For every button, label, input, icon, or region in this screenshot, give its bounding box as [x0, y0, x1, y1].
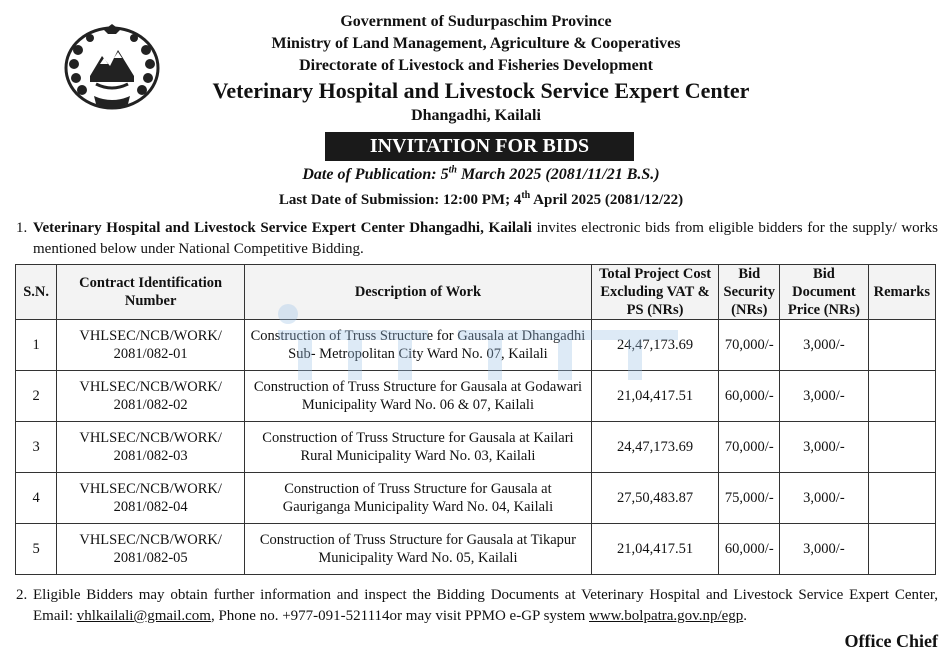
table-row — [16, 320, 936, 371]
header-remarks: Remarks — [868, 265, 935, 320]
table-row — [16, 524, 936, 575]
cell-description: Construction of Truss Structure for Gausala at Tikapur Municipality Ward No. 05, Kailali — [245, 524, 592, 575]
paragraph-information — [16, 585, 938, 627]
cell-contract: VHLSEC/NCB/WORK/ 2081/082-03 — [57, 422, 245, 473]
paragraph-invitation — [16, 218, 938, 260]
invitation-text: invites electronic bids from eligible bidders for the supply/ works mentioned below under National Competitive Bidding. — [33, 220, 938, 257]
cell-sn: 5 — [16, 524, 57, 575]
paragraph-text — [33, 585, 938, 627]
cell-price: 3,000/- — [780, 422, 868, 473]
office-name: Veterinary Hospital and Livestock Service Expert Center — [212, 78, 750, 103]
cell-description: Construction of Truss Structure for Gausala at Kailari Rural Municipality Ward No. 03, Kailali — [245, 422, 592, 473]
header-contract: Contract Identification Number — [57, 265, 245, 320]
cell-contract: VHLSEC/NCB/WORK/ 2081/082-02 — [57, 371, 245, 422]
notice-title: INVITATION FOR BIDS — [325, 132, 634, 161]
cell-sn: 4 — [16, 473, 57, 524]
bids-table — [15, 264, 936, 575]
header-sn: S.N. — [16, 265, 57, 320]
cell-cost: 21,04,417.51 — [591, 524, 719, 575]
cell-sn: 2 — [16, 371, 57, 422]
cell-security: 75,000/- — [719, 473, 780, 524]
cell-security: 60,000/- — [719, 371, 780, 422]
cell-security: 60,000/- — [719, 524, 780, 575]
cell-price: 3,000/- — [780, 524, 868, 575]
directorate-name: Directorate of Livestock and Fisheries Development — [299, 57, 653, 74]
cell-description: Construction of Truss Structure for Gausala at Dhangadhi Sub- Metropolitan City Ward No. 07, Kailali — [245, 320, 592, 371]
paragraph-number: 2. — [16, 587, 28, 603]
cell-sn: 3 — [16, 422, 57, 473]
office-name-inline: Veterinary Hospital and Livestock Service Expert Center Dhangadhi, Kailali — [33, 220, 532, 236]
cell-remarks — [868, 422, 935, 473]
cell-cost: 24,47,173.69 — [591, 422, 719, 473]
publication-date-suffix: March 2025 (2081/11/21 B.S.) — [456, 166, 660, 183]
submission-deadline — [0, 192, 952, 209]
cell-description: Construction of Truss Structure for Gausala at Gauriganga Municipality Ward No. 04, Kailali — [245, 473, 592, 524]
cell-remarks — [868, 371, 935, 422]
office-location: Dhangadhi, Kailali — [411, 107, 541, 124]
table-row — [16, 422, 936, 473]
deadline-sup: th — [521, 190, 531, 201]
table-row — [16, 473, 936, 524]
government-name: Government of Sudurpaschim Province — [340, 13, 612, 30]
cell-security: 70,000/- — [719, 422, 780, 473]
cell-remarks — [868, 524, 935, 575]
cell-cost: 24,47,173.69 — [591, 320, 719, 371]
cell-price: 3,000/- — [780, 473, 868, 524]
deadline-suffix: April 2025 (2081/12/22) — [530, 192, 684, 208]
information-text: Eligible Bidders may obtain further information and inspect the Bidding Documents at Veterinary Hospital and Livestock Service Expert Center, Email: — [33, 587, 938, 624]
paragraph-text — [33, 218, 938, 260]
phone-text: , Phone no. +977-091-521114or may visit PPMO e-GP system — [210, 608, 589, 624]
header-security: Bid Security (NRs) — [719, 265, 780, 320]
email-link[interactable]: vhlkailali@gmail.com — [76, 608, 211, 624]
cell-price: 3,000/- — [780, 371, 868, 422]
cell-description: Construction of Truss Structure for Gausala at Godawari Municipality Ward No. 06 & 07, Kailali — [245, 371, 592, 422]
cell-cost: 27,50,483.87 — [591, 473, 719, 524]
cell-contract: VHLSEC/NCB/WORK/ 2081/082-04 — [57, 473, 245, 524]
table-row — [16, 371, 936, 422]
deadline-prefix: Last Date of Submission: 12:00 PM; 4 — [278, 192, 522, 208]
publication-date-prefix: Date of Publication: 5 — [302, 166, 449, 183]
egp-url-link[interactable]: www.bolpatra.gov.np/egp — [589, 608, 744, 624]
paragraph-number: 1. — [16, 220, 28, 236]
publication-date — [0, 166, 952, 184]
signature-office-chief: Office Chief — [844, 631, 938, 651]
publication-date-sup: th — [448, 164, 457, 176]
header-cost: Total Project Cost Excluding VAT & PS (NRs) — [591, 265, 719, 320]
cell-remarks — [868, 320, 935, 371]
cell-price: 3,000/- — [780, 320, 868, 371]
cell-security: 70,000/- — [719, 320, 780, 371]
table-header-row — [16, 265, 936, 320]
cell-contract: VHLSEC/NCB/WORK/ 2081/082-01 — [57, 320, 245, 371]
header-description: Description of Work — [245, 265, 592, 320]
header-price: Bid Document Price (NRs) — [780, 265, 868, 320]
cell-cost: 21,04,417.51 — [591, 371, 719, 422]
cell-contract: VHLSEC/NCB/WORK/ 2081/082-05 — [57, 524, 245, 575]
cell-remarks — [868, 473, 935, 524]
ministry-name: Ministry of Land Management, Agriculture & Cooperatives — [271, 35, 681, 52]
cell-sn: 1 — [16, 320, 57, 371]
period-text: . — [743, 608, 748, 624]
